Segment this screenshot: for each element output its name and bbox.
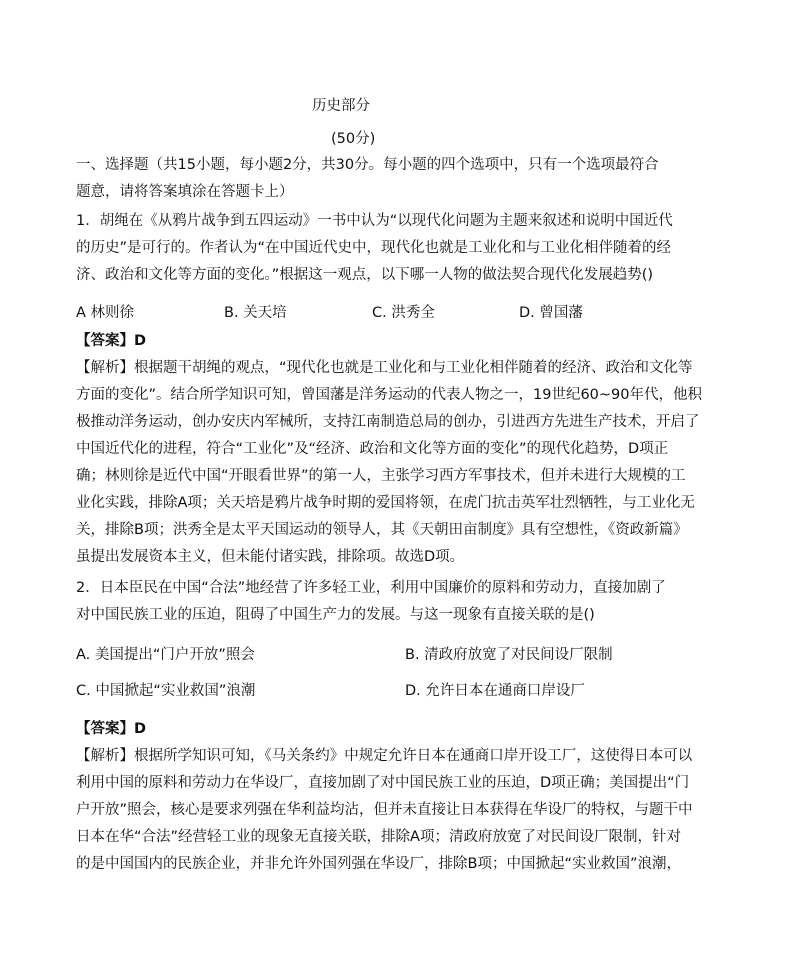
q1-stem-line-1: 1．胡绳在《从鸦片战争到五四运动》一书中认为“以现代化问题为主题来叙述和说明中国近代 <box>76 213 673 229</box>
q1-analysis-line-3: 极推动洋务运动，创办安庆内军械所，支持江南制造总局的创办，引进西方先进生产技术，开启了 <box>76 414 700 430</box>
total-score: (50分) <box>331 131 376 147</box>
q2-stem-line-1: 2．日本臣民在中国“合法”地经营了许多轻工业，利用中国廉价的原料和劳动力，直接加剧了 <box>76 580 666 596</box>
q1-stem-line-3: 济、政治和文化等方面的变化。”根据这一观点，以下哪一人物的做法契合现代化发展趋势() <box>76 267 654 283</box>
q1-option-d: D. 曾国藩 <box>519 305 583 321</box>
q2-option-c: C. 中国掀起“实业救国”浪潮 <box>76 683 256 699</box>
q2-analysis-line-5: 的是中国国内的民族企业，并非允许外国列强在华设厂，排除B项；中国掀起“实业救国”浪潮， <box>76 856 681 872</box>
q1-analysis-line-4: 中国近代化的进程，符合“工业化”及“经济、政治和文化等方面的变化”的现代化趋势，D项正 <box>76 441 669 457</box>
q2-stem-line-2: 对中国民族工业的压迫，阻碍了中国生产力的发展。与这一现象有直接关联的是() <box>76 607 595 623</box>
q1-analysis-line-5: 确；林则徐是近代中国“开眼看世界”的第一人，主张学习西方军事技术，但并未进行大规模的工 <box>76 468 686 484</box>
q1-analysis-line-2: 方面的变化”。结合所学知识可知，曾国藩是洋务运动的代表人物之一，19世纪60~90年代，他积 <box>76 387 703 403</box>
q1-analysis-line-6: 业化实践，排除A项；关天培是鸦片战争时期的爱国将领，在虎门抗击英军壮烈牺牲，与工业化无 <box>76 495 695 511</box>
q2-option-a: A. 美国提出“门户开放”照会 <box>76 647 255 663</box>
q1-option-b: B. 关天培 <box>224 305 287 321</box>
q2-analysis-line-3: 户开放”照会，核心是要求列强在华利益均沾，但并未直接让日本获得在华设厂的特权，与题干中 <box>76 802 693 818</box>
q2-analysis-line-1: 【解析】根据所学知识可知，《马关条约》中规定允许日本在通商口岸开设工厂，这使得日本可以 <box>76 748 693 764</box>
page-title: 历史部分 <box>312 98 370 114</box>
section-instruction-line-1: 一、选择题（共15小题，每小题2分，共30分。每小题的四个选项中，只有一个选项最符合 <box>76 157 659 173</box>
q1-option-a: A 林则徐 <box>76 305 135 321</box>
section-instruction-line-2: 题意，请将答案填涂在答题卡上） <box>76 184 294 200</box>
q2-option-b: B. 清政府放宽了对民间设厂限制 <box>405 647 613 663</box>
q1-analysis-line-1: 【解析】根据题干胡绳的观点，“现代化也就是工业化和与工业化相伴随着的经济、政治和文化等 <box>76 360 693 376</box>
q2-answer: 【答案】D <box>76 721 147 737</box>
q1-answer: 【答案】D <box>76 333 147 349</box>
q1-analysis-line-8: 虽提出发展资本主义，但未能付诸实践，排除项。故选D项。 <box>76 549 465 565</box>
q2-option-d: D. 允许日本在通商口岸设厂 <box>405 683 585 699</box>
q1-option-c: C. 洪秀全 <box>372 305 435 321</box>
q1-analysis-line-7: 关，排除B项；洪秀全是太平天国运动的领导人，其《天朝田亩制度》具有空想性，《资政新篇》 <box>76 522 688 538</box>
q1-stem-line-2: 的历史”是可行的。作者认为“在中国近代史中，现代化也就是工业化和与工业化相伴随着的经 <box>76 240 672 256</box>
q2-analysis-line-4: 日本在华“合法”经营轻工业的现象无直接关联，排除A项；清政府放宽了对民间设厂限制，针对 <box>76 829 681 845</box>
q2-analysis-line-2: 利用中国的原料和劳动力在华设厂，直接加剧了对中国民族工业的压迫，D项正确；美国提出“门 <box>76 775 690 791</box>
